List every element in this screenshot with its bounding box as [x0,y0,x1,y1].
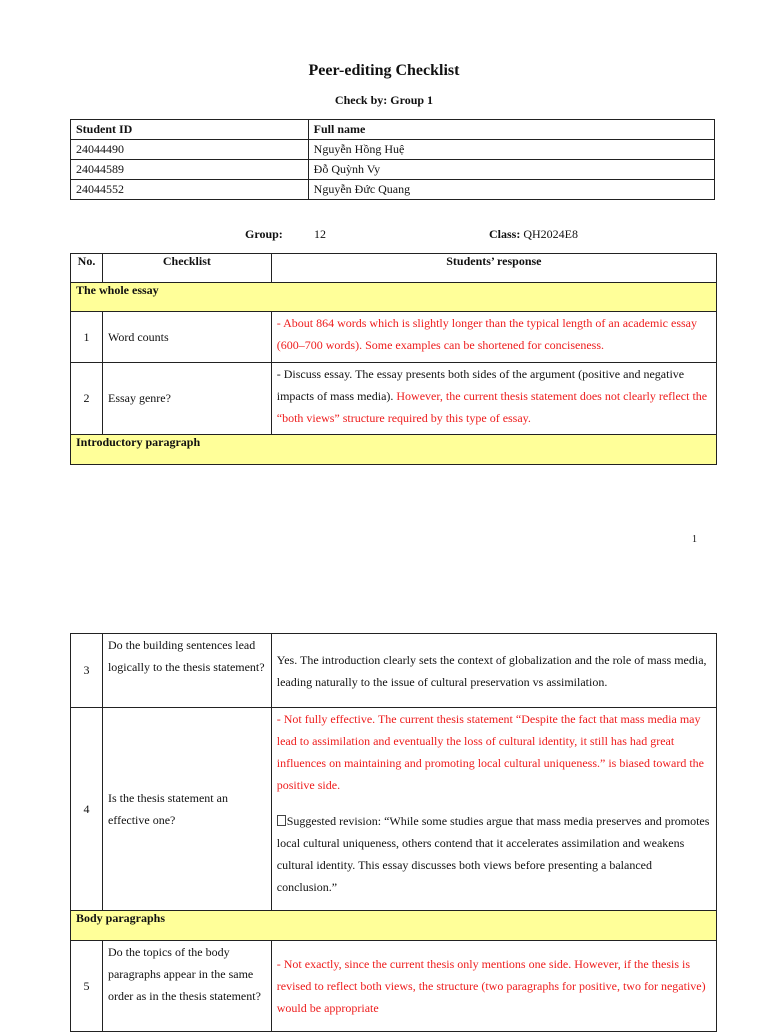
class-info [489,227,578,242]
students-header-row [71,120,715,140]
full-name-header: Full name [308,120,714,140]
student-id-cell: 24044490 [71,140,309,160]
table-row [71,363,717,435]
student-id-cell: 24044552 [71,180,309,200]
item-response: - About 864 words which is slightly longer than the typical length of an academic essay (600–700 words). Some examples can be shortened for conciseness. [271,312,716,363]
item-label: Word counts [102,312,271,363]
item-number: 4 [71,708,103,911]
section-row-body [71,911,717,941]
group-value: 12 [314,227,326,241]
table-row [71,160,715,180]
section-title: The whole essay [71,283,717,312]
item-label: Essay genre? [102,363,271,435]
response-red-text: - Not fully effective. The current thesis statement “Despite the fact that mass media may lead to assimilation and eventually the loss of cultural identity, it still has had great influences on maintaining and promoting local cultural uniqueness.” is biased toward the positive side. [276,712,704,792]
checklist-table [70,253,717,465]
item-number: 2 [71,363,103,435]
student-id-cell: 24044589 [71,160,309,180]
section-row-introductory [71,435,717,465]
item-response [271,708,716,911]
page-number: 1 [692,534,697,545]
checkbox-icon [277,815,286,826]
class-value: QH2024E8 [523,227,579,241]
response-header: Students’ response [271,254,716,283]
item-label: Is the thesis statement an effective one? [102,708,271,911]
class-label: Class: [489,227,521,241]
students-table [70,119,715,200]
group-label: Group: [245,227,283,241]
item-response: - Not exactly, since the current thesis only mentions one side. However, if the thesis is revised to reflect both views, the structure (two paragraphs for positive, two for negative) would be appropriate [271,941,716,1032]
item-number: 1 [71,312,103,363]
table-row [71,180,715,200]
table-row [71,312,717,363]
full-name-cell: Nguyễn Đức Quang [308,180,714,200]
suggested-revision [277,810,711,898]
full-name-cell: Nguyễn Hồng Huệ [308,140,714,160]
item-response: Yes. The introduction clearly sets the context of globalization and the role of mass media, leading naturally to the issue of cultural preservation vs assimilation. [271,634,716,708]
section-title: Body paragraphs [71,911,717,941]
response-black-text: - Discuss essay. The essay presents both sides of the argument (positive and negative impacts of mass media). [276,367,685,403]
table-row [71,708,717,911]
response-black-text: Suggested revision: “While some studies argue that mass media preserves and promotes local cultural uniqueness, others contend that it accelerates assimilation and weakens cultural identity. This essay discusses both views before presenting a balanced conclusion.” [276,814,710,894]
response-red-text: However, the current thesis statement does not clearly reflect the “both views” structure required by this type of essay. [276,389,708,425]
item-label: Do the topics of the body paragraphs appear in the same order as in the thesis statement? [102,941,271,1032]
page-title: Peer-editing Checklist [308,62,460,79]
section-row-whole-essay [71,283,717,312]
item-label: Do the building sentences lead logically to the thesis statement? [102,634,271,708]
check-by-subtitle: Check by: Group 1 [334,93,434,107]
section-title: Introductory paragraph [71,435,717,465]
no-header: No. [71,254,103,283]
item-number: 3 [71,634,103,708]
table-row [71,634,717,708]
table-row [71,941,717,1032]
checklist-header-row [71,254,717,283]
student-id-header: Student ID [71,120,309,140]
checklist-table-continued [70,633,717,1032]
table-row [71,140,715,160]
full-name-cell: Đỗ Quỳnh Vy [308,160,714,180]
item-response [271,363,716,435]
item-number: 5 [71,941,103,1032]
checklist-header: Checklist [102,254,271,283]
